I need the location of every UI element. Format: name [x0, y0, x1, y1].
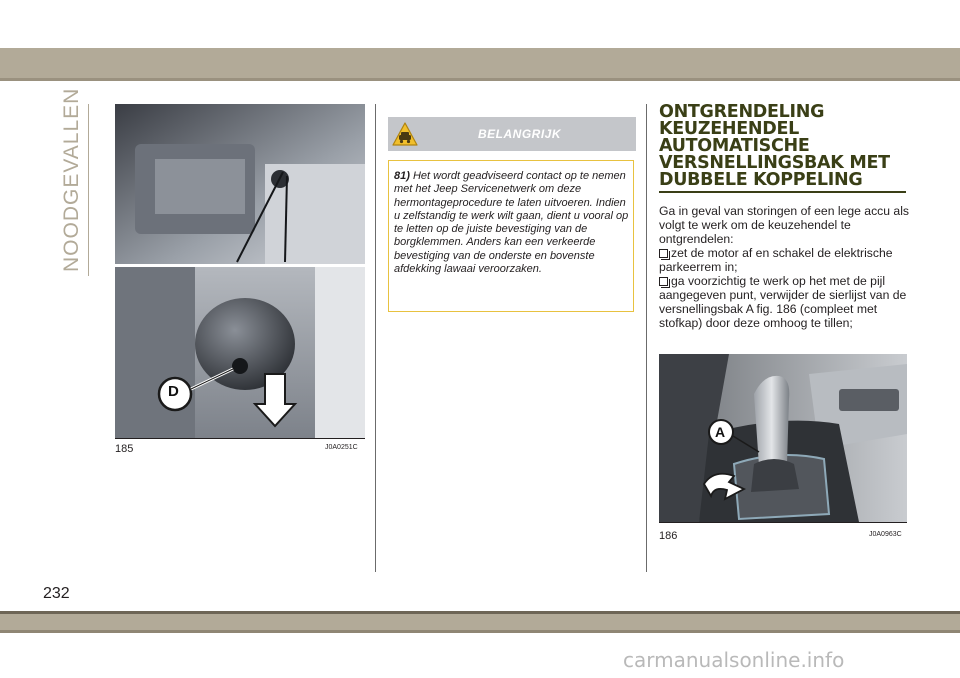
warning-title: BELANGRIJK	[478, 127, 562, 141]
figure-186-image	[659, 354, 907, 522]
steering-column-illustration	[115, 104, 365, 438]
page-number: 232	[43, 585, 70, 602]
figure-186-code: J0A0963C	[869, 531, 902, 538]
section-title: ONTGRENDELING KEUZEHENDEL AUTOMATISCHE VERSNELLINGSBAK MET DUBBELE KOPPELING	[659, 102, 890, 190]
column-separator-2	[646, 104, 647, 572]
bottom-band-line	[0, 611, 960, 614]
chapter-tab	[52, 87, 92, 276]
chapter-rule	[88, 104, 89, 276]
warning-ref: 81)	[394, 170, 410, 182]
warning-icon	[391, 121, 419, 147]
figure-185-number: 185	[115, 443, 134, 455]
watermark: carmanualsonline.info	[623, 648, 845, 672]
figure-186-rule	[659, 522, 907, 523]
checkbox-bullet-icon	[659, 249, 668, 258]
chapter-title: NOODGEVALLEN	[60, 87, 83, 272]
figure-185-code: J0A0251C	[325, 444, 358, 451]
warning-body: Het wordt geadviseerd contact op te nemen met het Jeep Servicenetwerk om deze hermontageprocedure te laten uitvoeren. Indien u zelfstandig te werk wilt gaan, dient u vooral op te letten op de juiste bevestiging van de borgklemmen. Anders kan een verkeerde bevestiging van de onderste en bovenste afdekking lawaai veroorzaken.	[394, 170, 629, 276]
figure-186-callout: A	[715, 424, 726, 440]
section-body	[659, 204, 911, 330]
list-item: ga voorzichtig te werk op het met de pijl aangegeven punt, verwijder de sierlijst van de versnellingsbak A fig. 186 (compleet met stofkap) door deze omhoog te tillen;	[659, 274, 907, 330]
figure-185-image	[115, 104, 365, 438]
checkbox-bullet-icon	[659, 277, 668, 286]
list-item: zet de motor af en schakel de elektrische parkeerrem in;	[659, 246, 893, 274]
section-intro: Ga in geval van storingen of een lege accu als volgt te werk om de keuzehendel te ontgrendelen:	[659, 204, 910, 246]
figure-185-rule	[115, 438, 365, 439]
figure-186-number: 186	[659, 530, 678, 542]
warning-text	[394, 170, 634, 276]
gear-lever-illustration	[659, 354, 907, 522]
figure-185-callout: D	[168, 383, 179, 400]
top-band	[0, 48, 960, 78]
column-separator-1	[375, 104, 376, 572]
section-title-rule	[659, 191, 906, 193]
top-band-line	[0, 78, 960, 81]
bottom-band-line-2	[0, 630, 960, 633]
